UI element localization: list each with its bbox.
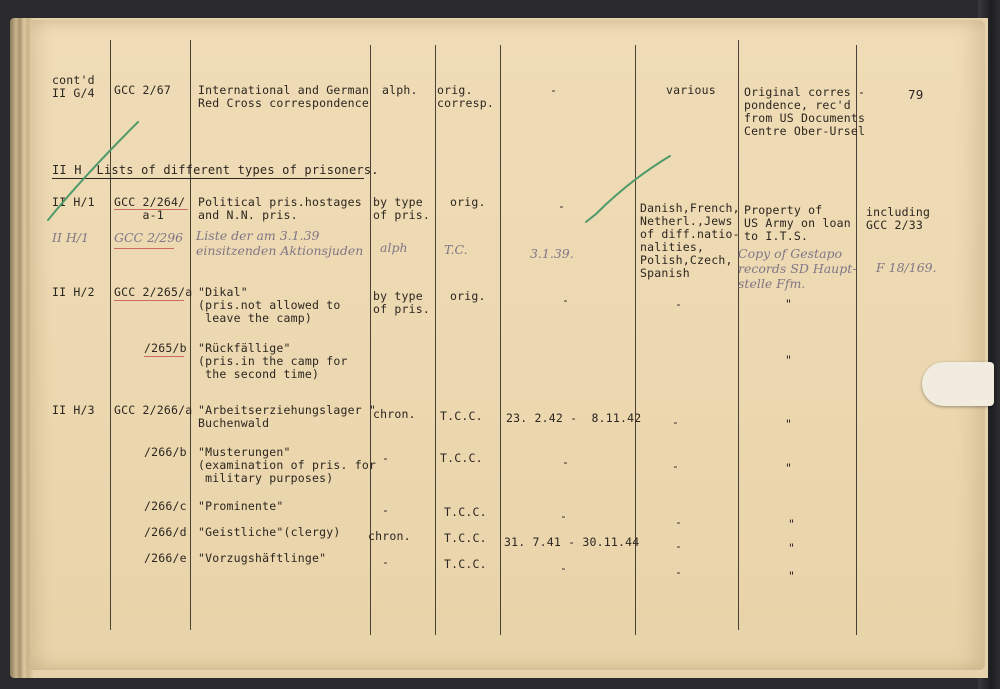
row-description: "Prominente" xyxy=(198,499,284,513)
row-nationalities: Danish,French, Netherl.,Jews of diff.natio- nalities, Polish,Czech, Spanish xyxy=(640,201,740,280)
top-gcc-number: GCC 2/67 xyxy=(114,83,171,97)
row-section-code: II H/2 xyxy=(52,285,95,299)
row-description: "Vorzugshäftlinge" xyxy=(198,551,327,565)
pencil-date: 3.1.39. xyxy=(530,246,574,261)
row-remarks: " xyxy=(788,569,796,583)
row-arrangement: chron. xyxy=(368,529,411,543)
row-section-code: II H/3 xyxy=(52,403,95,417)
ledger-page xyxy=(30,20,985,670)
row-extra-note: including GCC 2/33 xyxy=(866,205,931,232)
row-description: "Musterungen" (examination of pris. for military purposes) xyxy=(198,445,377,485)
top-section-code: cont'd II G/4 xyxy=(52,73,95,100)
pencil-description: Liste der am 3.1.39 einsitzenden Aktionsjuden xyxy=(196,228,364,258)
section-heading: II H Lists of different types of prisoners. xyxy=(52,163,379,177)
row-nationalities: - xyxy=(675,539,683,553)
row-description: "Geistliche"(clergy) xyxy=(198,525,341,539)
row-gcc-number: GCC 2/265/a xyxy=(114,285,193,299)
row-dates: - xyxy=(560,561,568,575)
index-tab xyxy=(922,362,994,406)
row-arrangement: by type of pris. xyxy=(373,195,430,222)
row-remarks: " xyxy=(785,461,793,475)
row-nationalities: - xyxy=(675,565,683,579)
row-remarks: " xyxy=(788,541,796,555)
pencil-extra-note: F 18/169. xyxy=(876,260,937,275)
row-form: T.C.C. xyxy=(440,451,483,465)
row-remarks: " xyxy=(785,417,793,431)
row-gcc-number: /266/d xyxy=(144,525,187,539)
row-form: orig. xyxy=(450,195,486,209)
row-arrangement: by type of pris. xyxy=(373,289,430,316)
row-dates: - xyxy=(560,509,568,523)
row-description: Political pris.hostages and N.N. pris. xyxy=(198,195,362,222)
row-gcc-number: /266/c xyxy=(144,499,187,513)
row-description: "Dikal" (pris.not allowed to leave the camp) xyxy=(198,285,341,325)
row-gcc-number: /266/b xyxy=(144,445,187,459)
row-dates: - xyxy=(562,455,570,469)
row-arrangement: - xyxy=(382,503,390,517)
row-description: "Arbeitserziehungslager " Buchenwald xyxy=(198,403,377,430)
row-dates: - xyxy=(562,293,570,307)
row-form: orig. xyxy=(450,289,486,303)
pencil-form: T.C. xyxy=(444,242,468,257)
row-form: T.C.C. xyxy=(444,531,487,545)
top-dates: - xyxy=(550,83,558,97)
row-form: T.C.C. xyxy=(440,409,483,423)
row-gcc-number: GCC 2/266/a xyxy=(114,403,193,417)
row-remarks: " xyxy=(785,297,793,311)
row-arrangement: chron. xyxy=(373,407,416,421)
row-arrangement: - xyxy=(382,555,390,569)
row-remarks: " xyxy=(785,353,793,367)
check-marks xyxy=(30,20,985,670)
row-form: T.C.C. xyxy=(444,557,487,571)
row-dates: 23. 2.42 - 8.11.42 xyxy=(506,411,642,425)
row-section-code: II H/1 xyxy=(52,195,95,209)
top-form: orig. corresp. xyxy=(437,83,494,110)
green-checkmark xyxy=(48,122,138,220)
top-arrangement: alph. xyxy=(382,83,418,97)
green-checkmark xyxy=(586,156,670,222)
row-nationalities: - xyxy=(675,297,683,311)
row-gcc-number: /266/e xyxy=(144,551,187,565)
row-remarks: Property of US Army on loan to I.T.S. xyxy=(744,203,851,243)
pencil-section-code: II H/1 xyxy=(52,230,89,245)
row-gcc-number: GCC 2/264/ a-1 xyxy=(114,195,186,222)
row-dates: - xyxy=(558,199,566,213)
row-nationalities: - xyxy=(675,515,683,529)
top-remarks: Original corres - pondence, rec'd from US Documents Centre Ober-Ursel xyxy=(744,85,866,138)
row-form: T.C.C. xyxy=(444,505,487,519)
pencil-arrangement: alph xyxy=(380,240,408,255)
row-remarks: " xyxy=(788,517,796,531)
row-nationalities: - xyxy=(672,415,680,429)
row-arrangement: - xyxy=(382,451,390,465)
row-dates: 31. 7.41 - 30.11.44 xyxy=(504,535,640,549)
row-description: "Rückfällige" (pris.in the camp for the second time) xyxy=(198,341,348,381)
pencil-gcc-number: GCC 2/296 xyxy=(114,230,184,245)
pencil-remarks: Copy of Gestapo records SD Haupt- stelle Ffm. xyxy=(738,246,857,291)
top-description: International and German Red Cross correspondence xyxy=(198,83,369,110)
row-gcc-number: /265/b xyxy=(144,341,187,355)
top-nationalities: various xyxy=(666,83,716,97)
row-nationalities: - xyxy=(672,459,680,473)
page-number: 79 xyxy=(908,87,924,102)
